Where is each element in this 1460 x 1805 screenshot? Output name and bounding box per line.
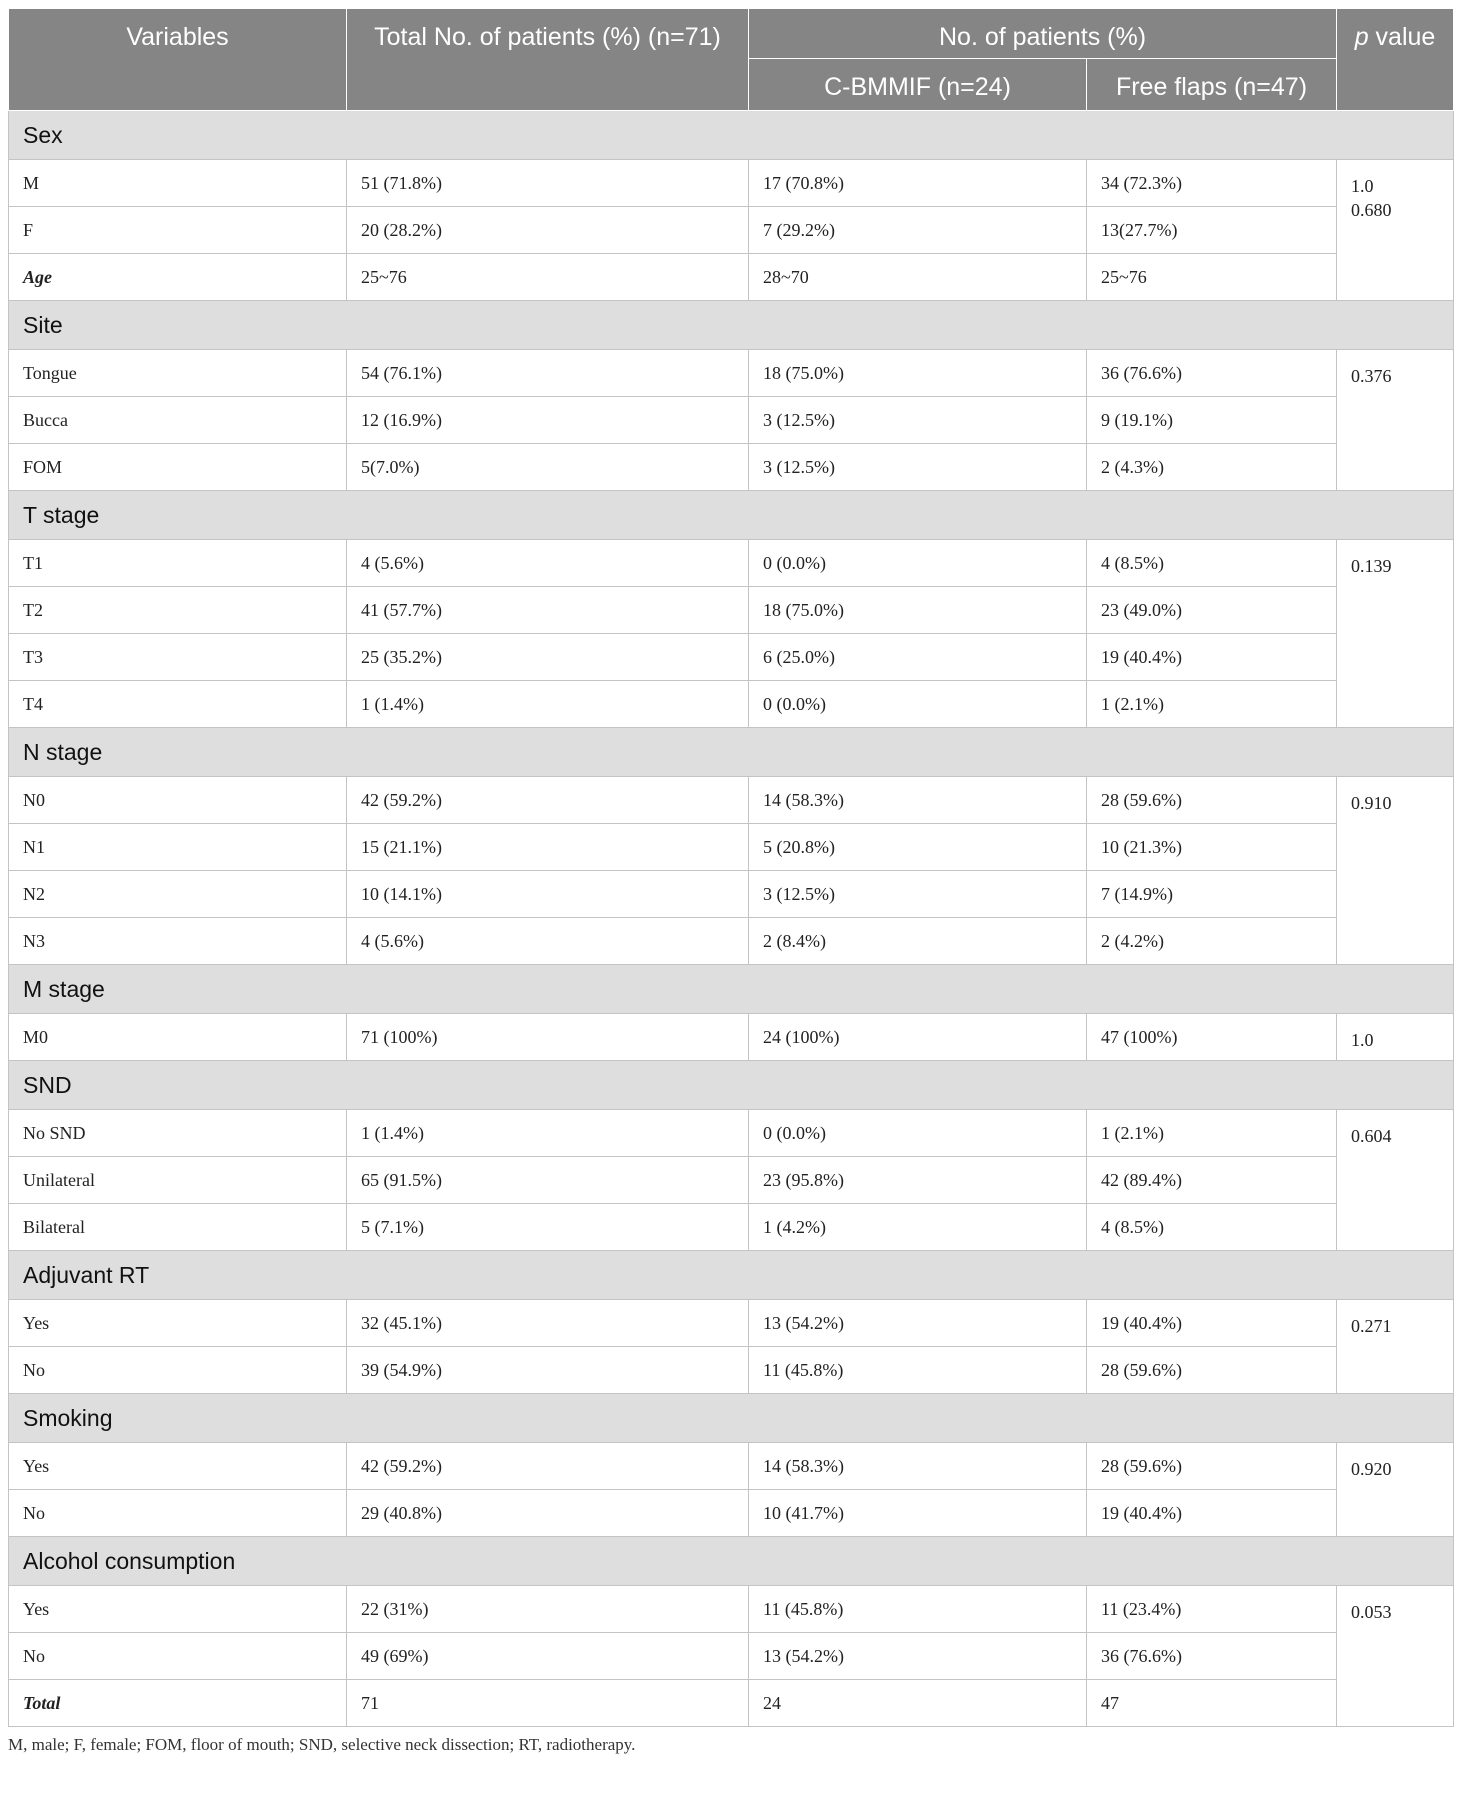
row-label: No bbox=[9, 1490, 347, 1537]
total-cell: 25~76 bbox=[347, 254, 749, 301]
free-flaps-cell: 34 (72.3%) bbox=[1087, 160, 1337, 207]
section-title: Alcohol consumption bbox=[9, 1537, 1454, 1586]
free-flaps-cell: 47 (100%) bbox=[1087, 1014, 1337, 1061]
table-row bbox=[9, 1347, 1454, 1394]
free-flaps-cell: 28 (59.6%) bbox=[1087, 1347, 1337, 1394]
table-row bbox=[9, 1014, 1454, 1061]
p-value-cell: 0.053 bbox=[1337, 1586, 1454, 1727]
row-label: N1 bbox=[9, 824, 347, 871]
cbmmif-cell: 24 (100%) bbox=[749, 1014, 1087, 1061]
header-variables: Variables bbox=[9, 9, 347, 111]
table-row bbox=[9, 681, 1454, 728]
table-row bbox=[9, 1586, 1454, 1633]
row-label: M bbox=[9, 160, 347, 207]
patient-characteristics-table bbox=[8, 8, 1454, 1727]
row-label: Age bbox=[9, 254, 347, 301]
free-flaps-cell: 47 bbox=[1087, 1680, 1337, 1727]
table-row bbox=[9, 540, 1454, 587]
row-label: Yes bbox=[9, 1586, 347, 1633]
section-title: Sex bbox=[9, 111, 1454, 160]
row-label: Unilateral bbox=[9, 1157, 347, 1204]
header-free-flaps: Free flaps (n=47) bbox=[1087, 59, 1337, 111]
total-cell: 42 (59.2%) bbox=[347, 1443, 749, 1490]
cbmmif-cell: 11 (45.8%) bbox=[749, 1347, 1087, 1394]
total-cell: 4 (5.6%) bbox=[347, 540, 749, 587]
section-title: T stage bbox=[9, 491, 1454, 540]
section-title: M stage bbox=[9, 965, 1454, 1014]
table-row bbox=[9, 1633, 1454, 1680]
cbmmif-cell: 3 (12.5%) bbox=[749, 444, 1087, 491]
row-label: Tongue bbox=[9, 350, 347, 397]
cbmmif-cell: 18 (75.0%) bbox=[749, 587, 1087, 634]
header-p-italic: p bbox=[1354, 23, 1369, 51]
table-row bbox=[9, 350, 1454, 397]
cbmmif-cell: 0 (0.0%) bbox=[749, 681, 1087, 728]
free-flaps-cell: 1 (2.1%) bbox=[1087, 1110, 1337, 1157]
row-label: T1 bbox=[9, 540, 347, 587]
total-cell: 41 (57.7%) bbox=[347, 587, 749, 634]
total-cell: 1 (1.4%) bbox=[347, 681, 749, 728]
row-label: Yes bbox=[9, 1300, 347, 1347]
header-total: Total No. of patients (%) (n=71) bbox=[347, 9, 749, 111]
row-label: No bbox=[9, 1633, 347, 1680]
table-row bbox=[9, 207, 1454, 254]
cbmmif-cell: 2 (8.4%) bbox=[749, 918, 1087, 965]
cbmmif-cell: 17 (70.8%) bbox=[749, 160, 1087, 207]
p-value-cell: 0.920 bbox=[1337, 1443, 1454, 1537]
free-flaps-cell: 19 (40.4%) bbox=[1087, 1300, 1337, 1347]
row-label: N2 bbox=[9, 871, 347, 918]
section-row bbox=[9, 1251, 1454, 1300]
row-label: No bbox=[9, 1347, 347, 1394]
section-title: Site bbox=[9, 301, 1454, 350]
table-row bbox=[9, 397, 1454, 444]
cbmmif-cell: 14 (58.3%) bbox=[749, 1443, 1087, 1490]
free-flaps-cell: 2 (4.2%) bbox=[1087, 918, 1337, 965]
cbmmif-cell: 14 (58.3%) bbox=[749, 777, 1087, 824]
table-row bbox=[9, 871, 1454, 918]
p-value-cell: 1.0 bbox=[1337, 1014, 1454, 1061]
free-flaps-cell: 4 (8.5%) bbox=[1087, 540, 1337, 587]
total-cell: 12 (16.9%) bbox=[347, 397, 749, 444]
header-p-value bbox=[1337, 9, 1454, 111]
p-value-cell: 0.139 bbox=[1337, 540, 1454, 728]
section-title: Smoking bbox=[9, 1394, 1454, 1443]
row-label: T3 bbox=[9, 634, 347, 681]
section-row bbox=[9, 111, 1454, 160]
table-row bbox=[9, 1110, 1454, 1157]
cbmmif-cell: 5 (20.8%) bbox=[749, 824, 1087, 871]
cbmmif-cell: 18 (75.0%) bbox=[749, 350, 1087, 397]
total-cell: 39 (54.9%) bbox=[347, 1347, 749, 1394]
header-group: No. of patients (%) bbox=[749, 9, 1337, 59]
free-flaps-cell: 9 (19.1%) bbox=[1087, 397, 1337, 444]
cbmmif-cell: 6 (25.0%) bbox=[749, 634, 1087, 681]
section-row bbox=[9, 1061, 1454, 1110]
table-row bbox=[9, 444, 1454, 491]
total-cell: 5 (7.1%) bbox=[347, 1204, 749, 1251]
header-p-rest: value bbox=[1368, 23, 1436, 51]
total-cell: 1 (1.4%) bbox=[347, 1110, 749, 1157]
table-row bbox=[9, 1157, 1454, 1204]
free-flaps-cell: 11 (23.4%) bbox=[1087, 1586, 1337, 1633]
row-label: No SND bbox=[9, 1110, 347, 1157]
total-cell: 5(7.0%) bbox=[347, 444, 749, 491]
total-cell: 20 (28.2%) bbox=[347, 207, 749, 254]
cbmmif-cell: 1 (4.2%) bbox=[749, 1204, 1087, 1251]
row-label: M0 bbox=[9, 1014, 347, 1061]
cbmmif-cell: 3 (12.5%) bbox=[749, 871, 1087, 918]
table-row bbox=[9, 587, 1454, 634]
row-label: Yes bbox=[9, 1443, 347, 1490]
free-flaps-cell: 2 (4.3%) bbox=[1087, 444, 1337, 491]
row-label: Bilateral bbox=[9, 1204, 347, 1251]
section-row bbox=[9, 1394, 1454, 1443]
section-row bbox=[9, 965, 1454, 1014]
total-cell: 22 (31%) bbox=[347, 1586, 749, 1633]
p-value-cell: 0.910 bbox=[1337, 777, 1454, 965]
table-footnote: M, male; F, female; FOM, floor of mouth; SND, selective neck dissection; RT, radiotherapy. bbox=[8, 1735, 636, 1754]
free-flaps-cell: 28 (59.6%) bbox=[1087, 777, 1337, 824]
total-cell: 49 (69%) bbox=[347, 1633, 749, 1680]
section-row bbox=[9, 491, 1454, 540]
table-row bbox=[9, 1204, 1454, 1251]
free-flaps-cell: 4 (8.5%) bbox=[1087, 1204, 1337, 1251]
section-title: Adjuvant RT bbox=[9, 1251, 1454, 1300]
free-flaps-cell: 36 (76.6%) bbox=[1087, 1633, 1337, 1680]
row-label: Bucca bbox=[9, 397, 347, 444]
section-title: SND bbox=[9, 1061, 1454, 1110]
table-row bbox=[9, 634, 1454, 681]
section-title: N stage bbox=[9, 728, 1454, 777]
total-cell: 32 (45.1%) bbox=[347, 1300, 749, 1347]
section-row bbox=[9, 728, 1454, 777]
row-label: FOM bbox=[9, 444, 347, 491]
p-value-cell: 0.604 bbox=[1337, 1110, 1454, 1251]
total-cell: 71 bbox=[347, 1680, 749, 1727]
free-flaps-cell: 25~76 bbox=[1087, 254, 1337, 301]
cbmmif-cell: 23 (95.8%) bbox=[749, 1157, 1087, 1204]
total-cell: 71 (100%) bbox=[347, 1014, 749, 1061]
table-row bbox=[9, 1300, 1454, 1347]
row-label: N3 bbox=[9, 918, 347, 965]
p-value-cell: 1.0 0.680 bbox=[1337, 160, 1454, 301]
total-cell: 15 (21.1%) bbox=[347, 824, 749, 871]
free-flaps-cell: 23 (49.0%) bbox=[1087, 587, 1337, 634]
free-flaps-cell: 19 (40.4%) bbox=[1087, 634, 1337, 681]
total-cell: 42 (59.2%) bbox=[347, 777, 749, 824]
cbmmif-cell: 28~70 bbox=[749, 254, 1087, 301]
cbmmif-cell: 24 bbox=[749, 1680, 1087, 1727]
total-cell: 51 (71.8%) bbox=[347, 160, 749, 207]
cbmmif-cell: 7 (29.2%) bbox=[749, 207, 1087, 254]
cbmmif-cell: 10 (41.7%) bbox=[749, 1490, 1087, 1537]
row-label: T4 bbox=[9, 681, 347, 728]
cbmmif-cell: 13 (54.2%) bbox=[749, 1300, 1087, 1347]
cbmmif-cell: 11 (45.8%) bbox=[749, 1586, 1087, 1633]
table-row bbox=[9, 254, 1454, 301]
table-row bbox=[9, 777, 1454, 824]
header-cbmmif: C-BMMIF (n=24) bbox=[749, 59, 1087, 111]
free-flaps-cell: 13(27.7%) bbox=[1087, 207, 1337, 254]
cbmmif-cell: 3 (12.5%) bbox=[749, 397, 1087, 444]
table-body bbox=[9, 111, 1454, 1727]
cbmmif-cell: 13 (54.2%) bbox=[749, 1633, 1087, 1680]
table-row bbox=[9, 1490, 1454, 1537]
free-flaps-cell: 10 (21.3%) bbox=[1087, 824, 1337, 871]
table-row bbox=[9, 918, 1454, 965]
total-cell: 4 (5.6%) bbox=[347, 918, 749, 965]
row-label: Total bbox=[9, 1680, 347, 1727]
free-flaps-cell: 42 (89.4%) bbox=[1087, 1157, 1337, 1204]
total-cell: 29 (40.8%) bbox=[347, 1490, 749, 1537]
total-cell: 10 (14.1%) bbox=[347, 871, 749, 918]
cbmmif-cell: 0 (0.0%) bbox=[749, 1110, 1087, 1157]
total-cell: 25 (35.2%) bbox=[347, 634, 749, 681]
total-cell: 54 (76.1%) bbox=[347, 350, 749, 397]
table-row bbox=[9, 1443, 1454, 1490]
total-cell: 65 (91.5%) bbox=[347, 1157, 749, 1204]
row-label: T2 bbox=[9, 587, 347, 634]
cbmmif-cell: 0 (0.0%) bbox=[749, 540, 1087, 587]
table-header bbox=[9, 9, 1454, 111]
table-wrapper bbox=[8, 8, 1453, 1755]
table-row bbox=[9, 824, 1454, 871]
section-row bbox=[9, 301, 1454, 350]
p-value-cell: 0.271 bbox=[1337, 1300, 1454, 1394]
free-flaps-cell: 7 (14.9%) bbox=[1087, 871, 1337, 918]
p-value-cell: 0.376 bbox=[1337, 350, 1454, 491]
section-row bbox=[9, 1537, 1454, 1586]
free-flaps-cell: 1 (2.1%) bbox=[1087, 681, 1337, 728]
free-flaps-cell: 19 (40.4%) bbox=[1087, 1490, 1337, 1537]
row-label: F bbox=[9, 207, 347, 254]
table-row bbox=[9, 1680, 1454, 1727]
free-flaps-cell: 36 (76.6%) bbox=[1087, 350, 1337, 397]
row-label: N0 bbox=[9, 777, 347, 824]
free-flaps-cell: 28 (59.6%) bbox=[1087, 1443, 1337, 1490]
table-row bbox=[9, 160, 1454, 207]
